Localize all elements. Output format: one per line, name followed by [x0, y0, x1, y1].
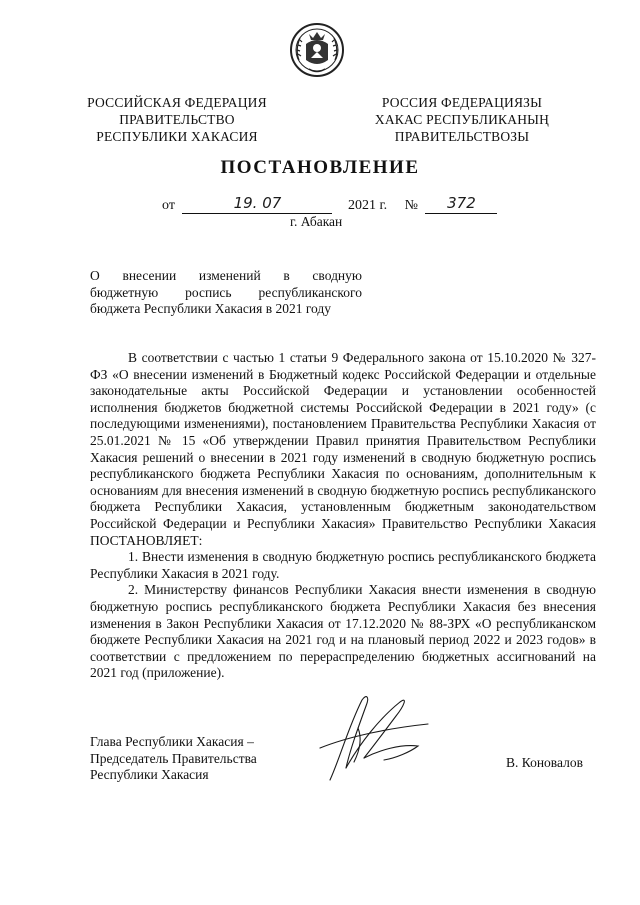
header-right-line: РОССИЯ ФЕДЕРАЦИЯЗЫ — [381, 95, 543, 110]
signatory-position-line: Председатель Правительства — [90, 750, 257, 766]
header-left-line: РОССИЙСКАЯ ФЕДЕРАЦИЯ — [87, 95, 267, 110]
signatory-position-line: Глава Республики Хакасия – — [90, 734, 254, 749]
date-handwritten: 19. 07 — [182, 196, 332, 214]
body-item-2: 2. Министерству финансов Республики Хакасия внести изменения в сводную бюджетную роспись республиканского бюджета Республики Хакасия без внесения изменения в Закон Республики Хакасия от 17.12.2020 № 88-ЗРХ «О республиканском бюджете Республики Хакасия на 2021 год и на плановый период 2022 и 2023 годов» в соответствии с предложением по перераспределению бюджетных ассигнований на 2021 год (приложение). — [90, 582, 596, 681]
header-left-russian — [72, 94, 282, 145]
number-sign: № — [404, 198, 418, 213]
header-left-line: ПРАВИТЕЛЬСТВО — [119, 112, 235, 127]
subject-line: бюджетную роспись республиканского — [90, 284, 362, 300]
body-item-1: 1. Внести изменения в сводную бюджетную роспись республиканского бюджета Республики Хакасия в 2021 году. — [90, 549, 596, 581]
subject-line: О внесении изменений в сводную — [90, 268, 362, 283]
document-title: ПОСТАНОВЛЕНИЕ — [220, 157, 420, 178]
signatory-position-line: Республики Хакасия — [90, 767, 209, 782]
year-label: 2021 г. — [347, 198, 388, 213]
number-handwritten: 372 — [425, 196, 497, 214]
handwritten-signature — [300, 688, 440, 788]
coat-of-arms-emblem — [289, 22, 345, 78]
document-subject — [90, 268, 362, 318]
header-right-line: ХАКАС РЕСПУБЛИКАНЫҢ — [374, 112, 550, 127]
signatory-position — [90, 734, 257, 784]
body-intro-paragraph: В соответствии с частью 1 статьи 9 Федерального закона от 15.10.2020 № 327-ФЗ «О внесении изменений в Бюджетный кодекс Российской Федерации и отдельные законодательные акты Российской Федерации и установлении особенностей исполнения бюджетов бюджетной системы Российской Федерации в 2021 году» (с последующими изменениями), постановлением Правительства Республики Хакасия от 25.01.2021 № 15 «Об утверждении Правил принятия Правительством Республики Хакасия решений о внесении в 2021 году изменений в сводную бюджетную роспись республиканского бюджета Республики Хакасия по основаниям, дополнительным к основаниям для внесения изменений в сводную бюджетную роспись республиканского бюджета Республики Хакасия, установленным бюджетным законодательством Российской Федерации и Республики Хакасия» Правительство Республики Хакасия ПОСТАНОВЛЯЕТ: — [90, 350, 596, 548]
city-label: г. Абакан — [290, 214, 343, 229]
document-body — [90, 350, 596, 682]
header-right-line: ПРАВИТЕЛЬСТВОЗЫ — [394, 129, 530, 144]
date-number-line — [162, 196, 497, 214]
header-right-khakas — [352, 94, 572, 145]
header-left-line: РЕСПУБЛИКИ ХАКАСИЯ — [96, 129, 258, 144]
signatory-name: В. Коновалов — [506, 755, 583, 770]
subject-line: бюджета Республики Хакасия в 2021 году — [90, 301, 332, 316]
date-from-label: от — [162, 198, 175, 213]
